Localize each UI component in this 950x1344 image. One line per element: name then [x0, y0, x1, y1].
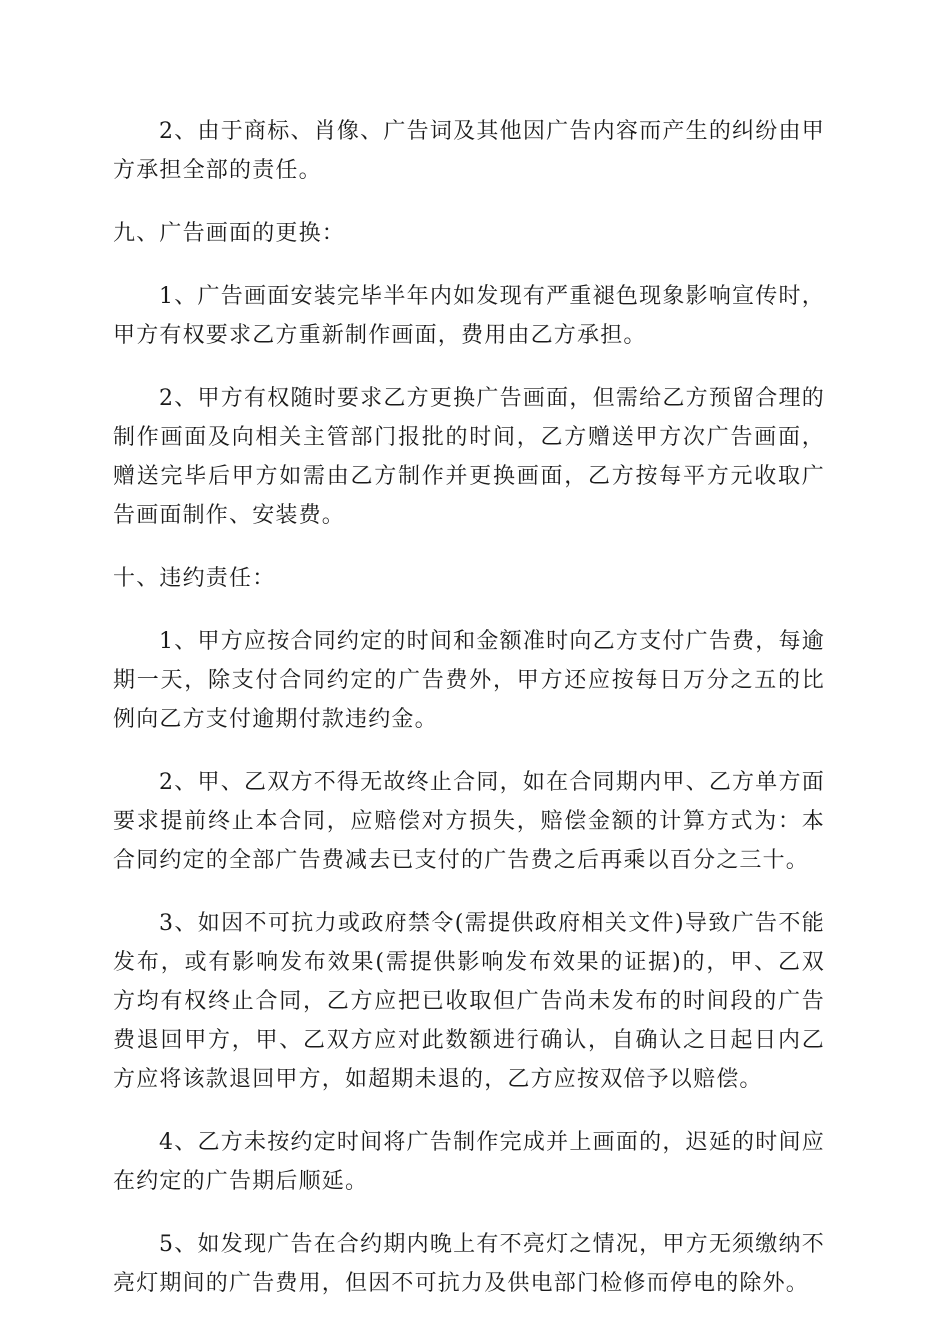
clause-10-item-3: 3、如因不可抗力或政府禁令(需提供政府相关文件)导致广告不能发布，或有影响发布效果(需提供影响发布效果的证据)的，甲、乙双方均有权终止合同，乙方应把已收取但广告尚未发布的时间段的广告费退回甲方，甲、乙双方应对此数额进行确认，自确认之日起日内乙方应将该款退回甲方，如超期未退的，乙方应按双倍予以赔偿。	[113, 911, 825, 1092]
clause-10-item-2: 2、甲、乙双方不得无故终止合同，如在合同期内甲、乙方单方面要求提前终止本合同，应赔偿对方损失，赔偿金额的计算方式为：本合同约定的全部广告费减去已支付的广告费之后再乘以百分之三十。	[113, 770, 825, 873]
clause-8-item-2: 2、由于商标、肖像、广告词及其他因广告内容而产生的纠纷由甲方承担全部的责任。	[113, 119, 825, 183]
clause-9-item-2: 2、甲方有权随时要求乙方更换广告画面，但需给乙方预留合理的制作画面及向相关主管部门报批的时间，乙方赠送甲方次广告画面，赠送完毕后甲方如需由乙方制作并更换画面，乙方按每平方元收取广告画面制作、安装费。	[113, 386, 825, 528]
clause-10-item-4: 4、乙方未按约定时间将广告制作完成并上画面的，迟延的时间应在约定的广告期后顺延。	[113, 1130, 825, 1194]
section-heading-9: 九、广告画面的更换：	[113, 221, 346, 246]
section-heading-10: 十、违约责任：	[113, 566, 276, 591]
clause-10-item-1: 1、甲方应按合同约定的时间和金额准时向乙方支付广告费，每逾期一天，除支付合同约定的广告费外，甲方还应按每日万分之五的比例向乙方支付逾期付款违约金。	[113, 629, 825, 732]
clause-10-item-5: 5、如发现广告在合约期内晚上有不亮灯之情况，甲方无须缴纳不亮灯期间的广告费用，但因不可抗力及供电部门检修而停电的除外。	[113, 1232, 825, 1296]
clause-9-item-1: 1、广告画面安装完毕半年内如发现有严重褪色现象影响宣传时，甲方有权要求乙方重新制作画面，费用由乙方承担。	[113, 284, 825, 348]
document-page	[113, 112, 825, 1327]
